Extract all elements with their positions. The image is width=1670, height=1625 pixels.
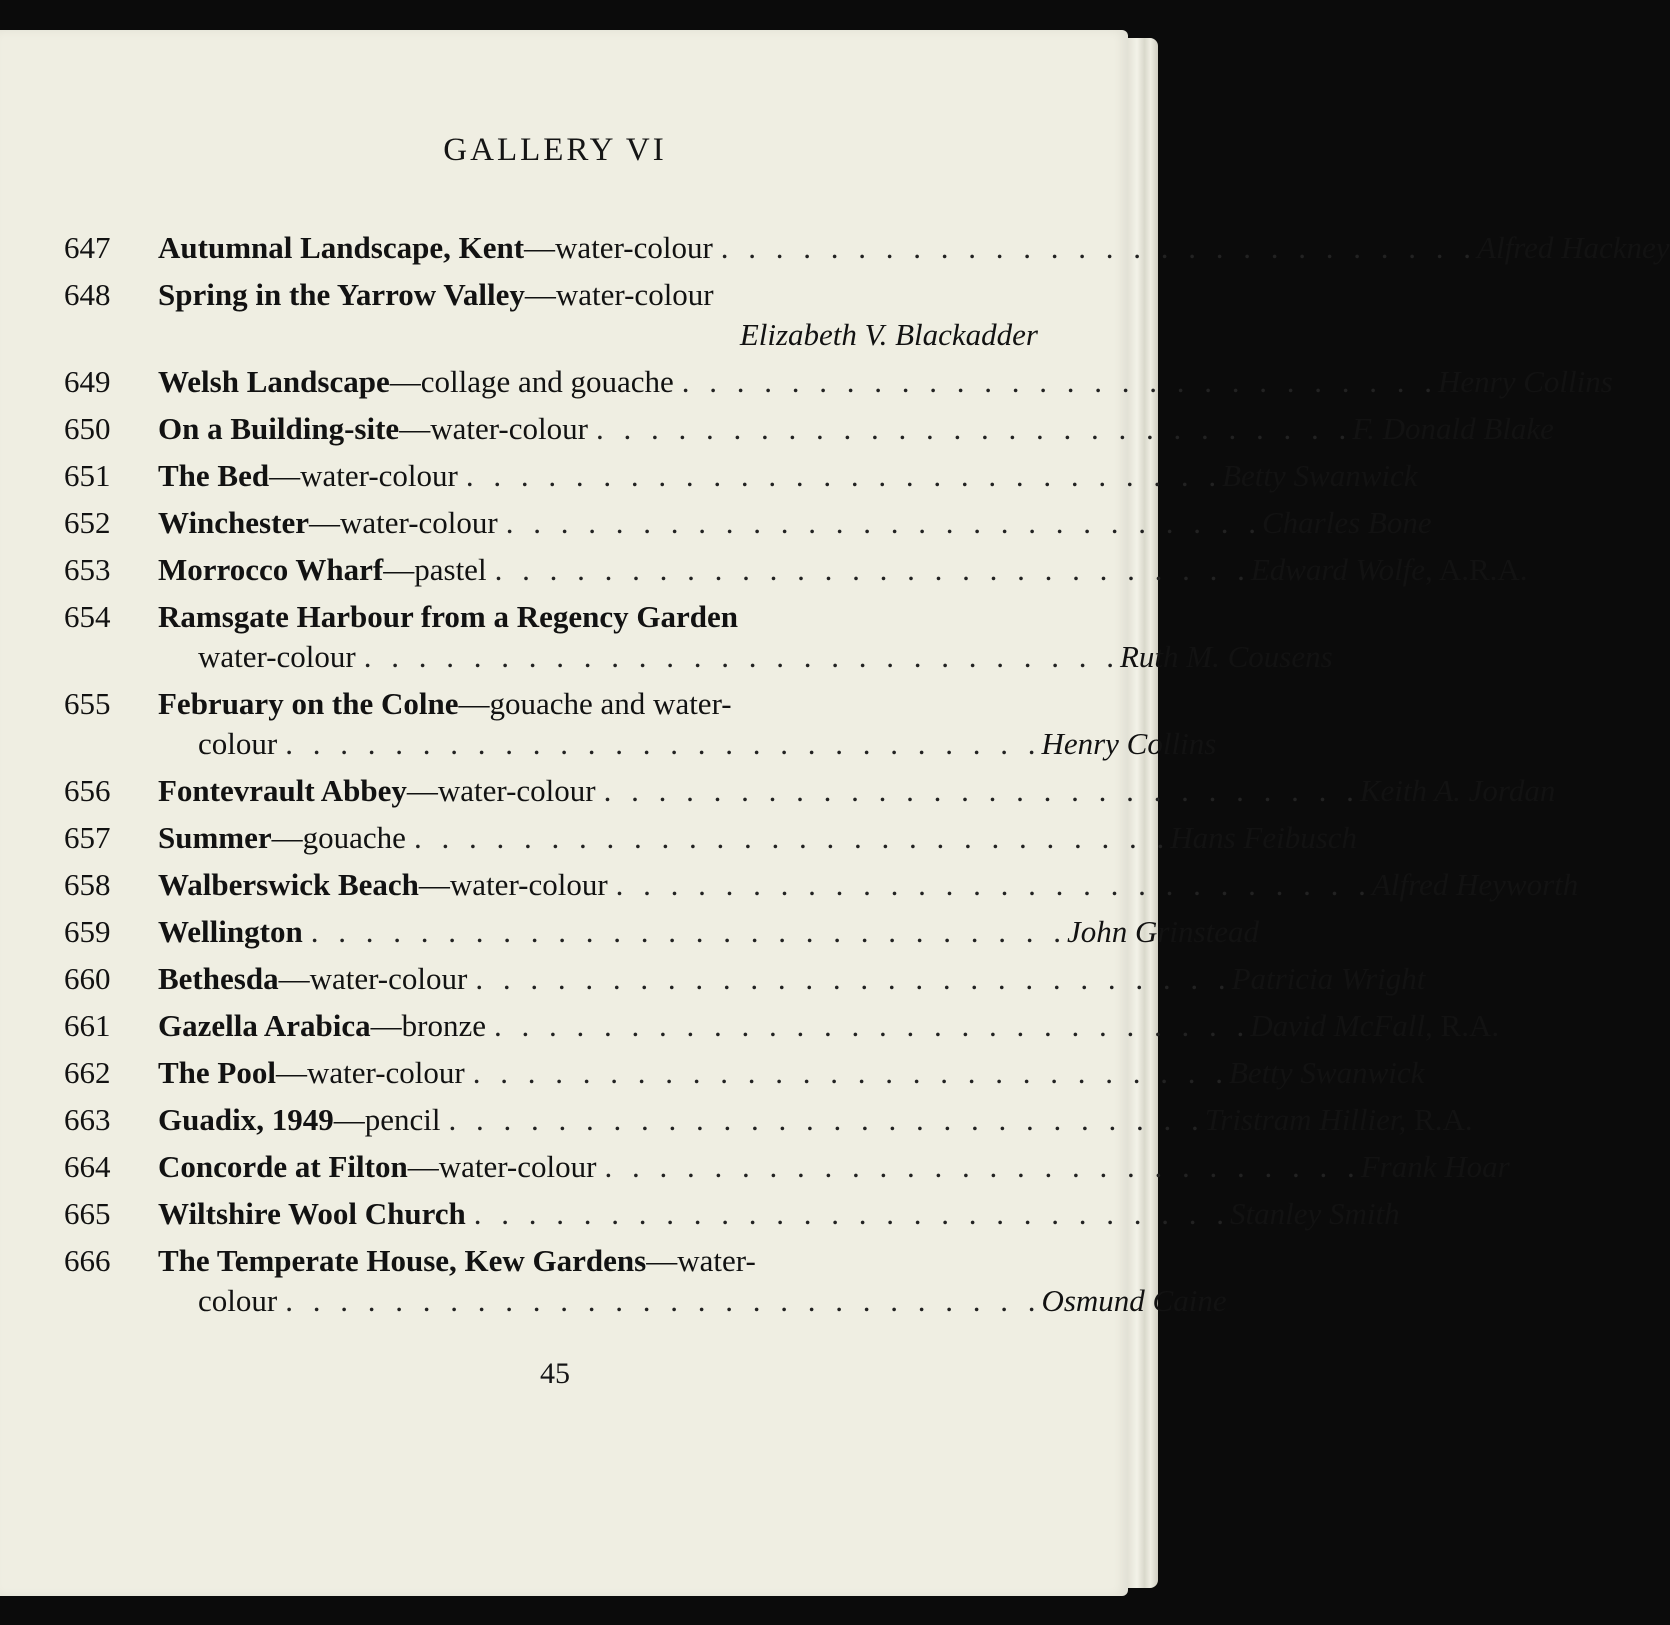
artist-name: Betty Swanwick [1222, 458, 1418, 493]
leader-dots: . . . . . . . . . . . . . . . . . . . . . . . . . . . . [681, 364, 1438, 399]
artwork-medium: collage and gouache [420, 364, 674, 399]
artist-honour: R.A. [1432, 1008, 1500, 1043]
entry-number: 661 [64, 1008, 111, 1043]
artist-name: Osmund Caine [1041, 1283, 1227, 1318]
artwork-title: Wiltshire Wool Church [158, 1196, 466, 1231]
artist-credit [1229, 1053, 1424, 1093]
em-dash: — [389, 364, 421, 399]
entry-line [64, 409, 1554, 449]
page-edge [1128, 38, 1158, 1588]
artwork-title: Wellington [158, 914, 303, 949]
entry-line [64, 456, 1418, 496]
page-number: 45 [540, 1357, 570, 1390]
em-dash: — [407, 1149, 439, 1184]
artwork-medium: water-colour [306, 1055, 465, 1090]
entry-line [64, 1006, 1500, 1046]
artist-name: Frank Hoar [1360, 1149, 1510, 1184]
artist-name: Alfred Heyworth [1371, 867, 1579, 902]
artwork-medium: water- [677, 1243, 756, 1278]
artwork-medium: bronze [401, 1008, 486, 1043]
entry-number: 647 [64, 230, 111, 265]
entry-number: 665 [64, 1196, 111, 1231]
artist-credit [1222, 456, 1417, 496]
artwork-title: Concorde at Filton [158, 1149, 408, 1184]
artwork-medium: pencil [364, 1102, 441, 1137]
entry-number: 655 [64, 686, 111, 721]
artwork-medium: pastel [414, 552, 487, 587]
catalogue-entry [64, 818, 1358, 858]
artwork-title: Fontevrault Abbey [158, 773, 407, 808]
catalogue-entry [64, 409, 1554, 449]
leader-dots: . . . . . . . . . . . . . . . . . . . . . . . . . . . . [285, 726, 1042, 761]
catalogue-entry [64, 865, 1579, 905]
artwork-medium: gouache [302, 820, 406, 855]
leader-dots: . . . . . . . . . . . . . . . . . . . . . . . . . . . . [604, 1149, 1361, 1184]
artwork-title: Winchester [158, 505, 309, 540]
artist-name: Keith A. Jordan [1359, 773, 1556, 808]
catalogue-entry [64, 1100, 1473, 1140]
artist-name: Ruth M. Cousens [1120, 639, 1333, 674]
artwork-medium: gouache and water- [489, 686, 732, 721]
artist-credit [1360, 771, 1555, 811]
leader-dots: . . . . . . . . . . . . . . . . . . . . . . . . . . . . [494, 1008, 1251, 1043]
artist-credit [1438, 362, 1613, 402]
em-dash: — [383, 552, 415, 587]
em-dash: — [271, 820, 303, 855]
entry-line [64, 1241, 1038, 1281]
artist-credit [1120, 637, 1333, 677]
entry-line [64, 503, 1432, 543]
artist-credit [1067, 912, 1259, 952]
artwork-medium: water-colour [430, 411, 588, 446]
artwork-medium: water-colour [438, 1149, 597, 1184]
artwork-title: Bethesda [158, 961, 279, 996]
entry-line [64, 771, 1556, 811]
entry-line [64, 275, 1038, 315]
entry-number: 663 [64, 1102, 111, 1137]
artwork-medium: water-colour [555, 230, 713, 265]
entry-number: 652 [64, 505, 111, 540]
artist-name: Betty Swanwick [1228, 1055, 1425, 1090]
entry-continuation-line [64, 1281, 1227, 1321]
artist-name: Hans Feibusch [1170, 820, 1358, 855]
entry-number: 651 [64, 458, 111, 493]
artist-name: John Grinstead [1066, 914, 1259, 949]
artist-name: F. Donald Blake [1352, 411, 1554, 446]
entry-line [64, 684, 1038, 724]
catalogue-list [64, 228, 1670, 1328]
leader-dots: . . . . . . . . . . . . . . . . . . . . . . . . . . . . [465, 458, 1223, 493]
artist-credit [740, 315, 1038, 355]
leader-dots: . . . . . . . . . . . . . . . . . . . . . . . . . . . . [285, 1283, 1042, 1318]
leader-dots: . . . . . . . . . . . . . . . . . . . . . . . . . . . . [475, 961, 1232, 996]
em-dash: — [269, 458, 301, 493]
artwork-medium: water-colour [300, 458, 458, 493]
entry-number: 656 [64, 773, 111, 808]
em-dash: — [458, 686, 490, 721]
entry-line [64, 1053, 1425, 1093]
em-dash: — [406, 773, 438, 808]
artwork-title: Morrocco Wharf [158, 552, 384, 587]
leader-dots: . . . . . . . . . . . . . . . . . . . . . . . . . . . . [603, 773, 1360, 808]
entry-continuation-line [64, 637, 1333, 677]
entry-continuation-line [64, 724, 1217, 764]
catalogue-entry [64, 1147, 1510, 1187]
artwork-title: The Temperate House, Kew Gardens [158, 1243, 647, 1278]
catalogue-entry [64, 275, 1038, 355]
artwork-title: The Bed [158, 458, 270, 493]
em-dash: — [399, 411, 431, 446]
leader-dots: . . . . . . . . . . . . . . . . . . . . . . . . . . . . [413, 820, 1171, 855]
artwork-medium: water-colour [339, 505, 498, 540]
em-dash: — [524, 230, 556, 265]
artist-credit [1477, 228, 1670, 268]
artwork-medium: water-colour [437, 773, 596, 808]
catalogue-entry [64, 597, 1333, 677]
leader-dots: . . . . . . . . . . . . . . . . . . . . . . . . . . . . [494, 552, 1251, 587]
leader-dots: . . . . . . . . . . . . . . . . . . . . . . . . . . . . [473, 1196, 1231, 1231]
artwork-medium-continued: colour [198, 726, 278, 761]
artwork-title: Guadix, 1949 [158, 1102, 334, 1137]
artwork-medium: water-colour [309, 961, 468, 996]
entry-line [64, 228, 1670, 268]
entry-line [64, 912, 1259, 952]
leader-dots: . . . . . . . . . . . . . . . . . . . . . . . . . . . . [363, 639, 1120, 674]
artist-name: Stanley Smith [1230, 1196, 1400, 1231]
em-dash: — [524, 277, 556, 312]
catalogue-entry [64, 550, 1528, 590]
entry-number: 657 [64, 820, 111, 855]
catalogue-entry [64, 1006, 1500, 1046]
catalogue-entry [64, 1241, 1227, 1321]
entry-number: 662 [64, 1055, 111, 1090]
entry-number: 650 [64, 411, 111, 446]
artist-name: Edward Wolfe, [1250, 552, 1433, 587]
artwork-title: Welsh Landscape [158, 364, 390, 399]
entry-number: 664 [64, 1149, 111, 1184]
entry-line [64, 1100, 1473, 1140]
entry-line [64, 818, 1358, 858]
catalogue-entry [64, 503, 1432, 543]
artist-credit [1250, 1006, 1499, 1046]
entry-number: 666 [64, 1243, 111, 1278]
artwork-title: The Pool [158, 1055, 276, 1090]
catalogue-entry [64, 456, 1418, 496]
entry-line [64, 550, 1528, 590]
entry-line [64, 959, 1426, 999]
entry-number: 658 [64, 867, 111, 902]
em-dash: — [308, 505, 340, 540]
entry-number: 648 [64, 277, 111, 312]
artist-name: Elizabeth V. Blackadder [739, 317, 1038, 352]
gallery-heading: GALLERY VI [443, 132, 667, 168]
artwork-medium: water-colour [555, 277, 714, 312]
leader-dots: . . . . . . . . . . . . . . . . . . . . . . . . . . . . [448, 1102, 1205, 1137]
artist-credit [1205, 1100, 1473, 1140]
artist-credit [1372, 865, 1578, 905]
artwork-title: February on the Colne [158, 686, 459, 721]
artwork-medium: water-colour [449, 867, 608, 902]
em-dash: — [333, 1102, 365, 1137]
entry-number: 659 [64, 914, 111, 949]
entry-line [64, 1194, 1400, 1234]
artwork-medium-continued: water-colour [198, 639, 356, 674]
artist-name: Tristram Hillier, [1204, 1102, 1407, 1137]
entry-number: 653 [64, 552, 111, 587]
artist-credit [1262, 503, 1432, 543]
entry-line [64, 1147, 1510, 1187]
catalogue-entry [64, 684, 1217, 764]
catalogue-entry [64, 1194, 1400, 1234]
artist-credit [1352, 409, 1554, 449]
artist-name: Patricia Wright [1231, 961, 1426, 996]
leader-dots: . . . . . . . . . . . . . . . . . . . . . . . . . . . . [472, 1055, 1229, 1090]
artist-honour: R.A. [1406, 1102, 1473, 1137]
artwork-title: Spring in the Yarrow Valley [158, 277, 525, 312]
artist-name: Charles Bone [1261, 505, 1432, 540]
catalogue-entry [64, 912, 1259, 952]
entry-line [64, 597, 1038, 637]
em-dash: — [275, 1055, 307, 1090]
artist-credit [1041, 1281, 1226, 1321]
artist-credit [1041, 724, 1216, 764]
catalogue-entry [64, 771, 1556, 811]
catalogue-entry [64, 362, 1613, 402]
catalogue-entry [64, 1053, 1425, 1093]
em-dash: — [418, 867, 450, 902]
entry-number: 660 [64, 961, 111, 996]
leader-dots: . . . . . . . . . . . . . . . . . . . . . . . . . . . . [615, 867, 1372, 902]
entry-number: 649 [64, 364, 111, 399]
artwork-title: Gazella Arabica [158, 1008, 371, 1043]
artist-name: Henry Collins [1438, 364, 1613, 399]
artist-credit [1361, 1147, 1510, 1187]
artwork-title: Autumnal Landscape, Kent [158, 230, 525, 265]
em-dash: — [370, 1008, 402, 1043]
catalogue-entry [64, 228, 1670, 268]
entry-artist-line [64, 315, 1038, 355]
catalogue-entry [64, 959, 1426, 999]
entry-line [64, 362, 1613, 402]
artist-name: Henry Collins [1041, 726, 1217, 761]
leader-dots: . . . . . . . . . . . . . . . . . . . . . . . . . . . . [505, 505, 1262, 540]
artist-credit [1232, 959, 1426, 999]
artist-credit [1170, 818, 1357, 858]
em-dash: — [646, 1243, 678, 1278]
artist-credit [1230, 1194, 1400, 1234]
artwork-medium-continued: colour [198, 1283, 278, 1318]
artist-honour: A.R.A. [1432, 552, 1528, 587]
leader-dots: . . . . . . . . . . . . . . . . . . . . . . . . . . . . [595, 411, 1353, 446]
leader-dots: . . . . . . . . . . . . . . . . . . . . . . . . . . . . [720, 230, 1478, 265]
artist-name: Alfred Hackney [1477, 230, 1670, 265]
artwork-title: Walberswick Beach [158, 867, 419, 902]
em-dash: — [278, 961, 310, 996]
artwork-title: Summer [158, 820, 272, 855]
artwork-title: Ramsgate Harbour from a Regency Garden [158, 599, 739, 634]
entry-line [64, 865, 1579, 905]
artist-credit [1251, 550, 1528, 590]
leader-dots: . . . . . . . . . . . . . . . . . . . . . . . . . . . . [310, 914, 1067, 949]
artwork-title: On a Building-site [158, 411, 400, 446]
entry-number: 654 [64, 599, 111, 634]
artist-name: David McFall, [1250, 1008, 1433, 1043]
